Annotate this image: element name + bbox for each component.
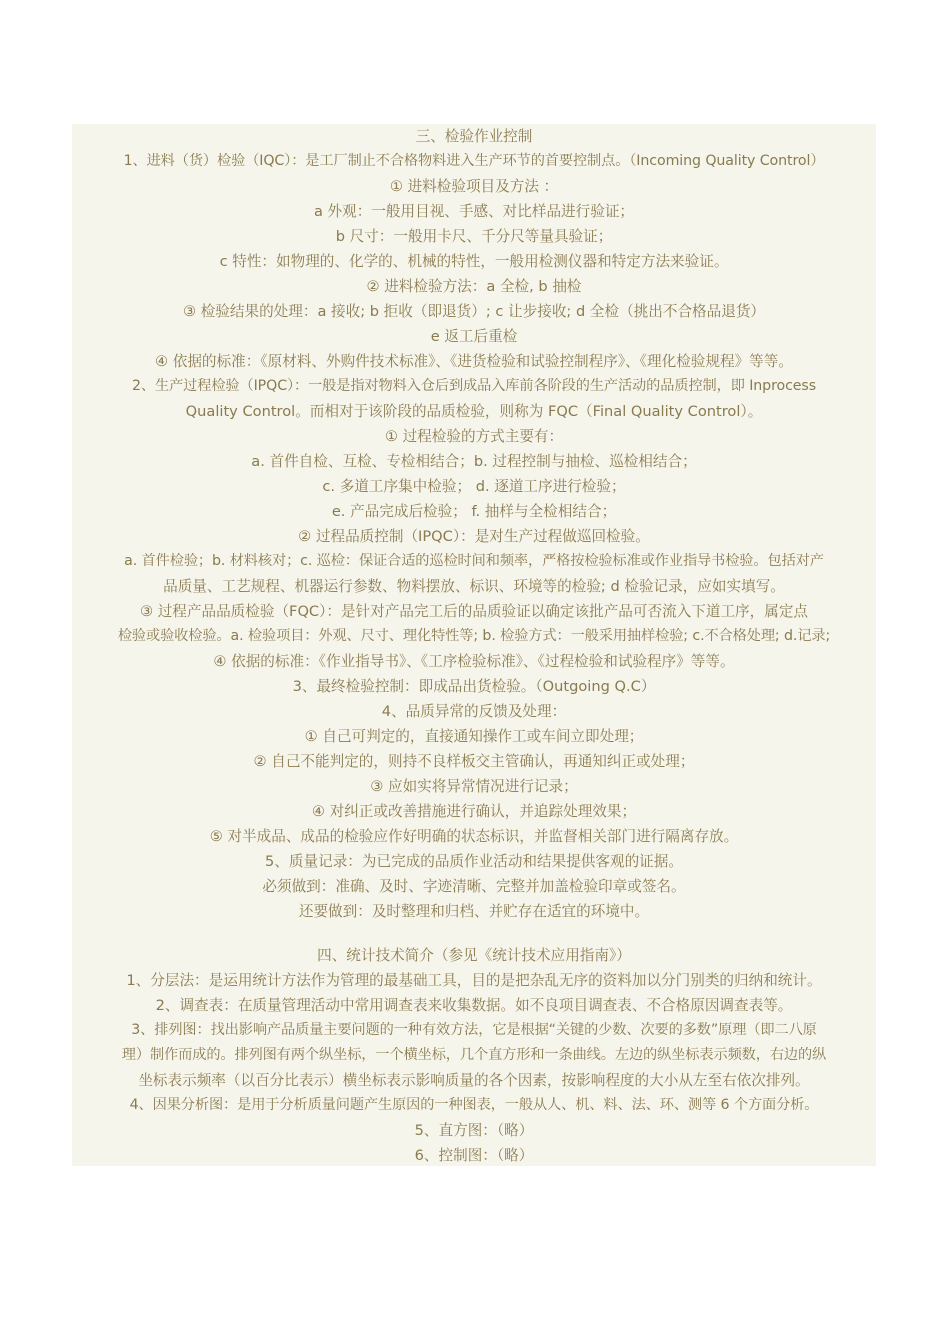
abnormal-item-4: ④ 对纠正或改善措施进行确认，并追踪处理效果； <box>311 803 637 820</box>
quality-record-also: 还要做到：及时整理和归档、并贮存在适宜的环境中。 <box>298 903 650 920</box>
abnormal-title: 4、品质异常的反馈及处理： <box>381 703 567 720</box>
pareto-line-1: 3、排列图：找出影响产品质量主要问题的一种有效方法，它是根据“关键的少数、次要的多数”原理（即二八原 <box>131 1022 817 1038</box>
section-3-title: 三、检验作业控制 <box>415 128 533 145</box>
ipqc-ways-2: c. 多道工序集中检验； d. 逐道工序进行检验； <box>322 478 626 495</box>
iqc-basis: ④ 依据的标准：《原材料、外购件技术标准》、《进货检验和试验控制程序》、《理化检验规程》等等。 <box>155 353 793 370</box>
quality-record-must: 必须做到：准确、及时、字迹清晰、完整并加盖检验印章或签名。 <box>262 878 686 895</box>
fqc-line-1: ③ 过程产品品质检验（FQC）：是针对产品完工后的品质验证以确定该批产品可否流入下道工序，属定点 <box>139 603 809 620</box>
iqc-method: ② 进料检验方法：a 全检, b 抽检 <box>366 278 582 295</box>
ipqc-ways-3: e. 产品完成后检验； f. 抽样与全检相结合； <box>331 503 617 520</box>
iqc-item-a: a 外观：一般用目视、手感、对比样品进行验证； <box>313 203 635 220</box>
ipqc-control-line-2: 品质量、工艺规程、机器运行参数、物料摆放、标识、环境等的检验; d 检验记录，应如实填写。 <box>163 578 785 595</box>
pareto-line-2: 理）制作而成的。排列图有两个纵坐标，一个横坐标，几个直方形和一条曲线。左边的纵坐标表示频数，右边的纵 <box>121 1047 827 1063</box>
fqc-basis: ④ 依据的标准：《作业指导书》、《工序检验标准》、《过程检验和试验程序》等等。 <box>213 653 735 670</box>
section-4-title: 四、统计技术简介（参见《统计技术应用指南》） <box>317 947 631 964</box>
check-sheet: 2、调查表：在质量管理活动中常用调查表来收集数据。如不良项目调查表、不合格原因调查表等。 <box>155 997 793 1014</box>
oqc-definition: 3、最终检验控制：即成品出货检验。（Outgoing Q.C） <box>292 678 656 695</box>
abnormal-item-2: ② 自己不能判定的，则持不良样板交主管确认，再通知纠正或处理； <box>253 753 695 770</box>
abnormal-item-5: ⑤ 对半成品、成品的检验应作好明确的状态标识，并监督相关部门进行隔离存放。 <box>209 828 739 845</box>
abnormal-item-1: ① 自己可判定的，直接通知操作工或车间立即处理； <box>304 728 644 745</box>
iqc-item-b: b 尺寸：一般用卡尺、千分尺等量具验证； <box>335 228 613 245</box>
iqc-definition: 1、进料（货）检验（IQC）：是工厂制止不合格物料进入生产环节的首要控制点。（Incoming Quality Control） <box>123 153 825 169</box>
iqc-item-c: c 特性：如物理的、化学的、机械的特性，一般用检测仪器和特定方法来验证。 <box>219 253 729 270</box>
cause-effect: 4、因果分析图：是用于分析质量问题产生原因的一种图表，一般从人、机、料、法、环、测等 6 个方面分析。 <box>129 1097 819 1113</box>
quality-record: 5、质量记录：为已完成的品质作业活动和结果提供客观的证据。 <box>265 853 683 870</box>
iqc-items-title: ① 进料检验项目及方法 ： <box>389 178 559 195</box>
ipqc-definition-line-2: Quality Control。而相对于该阶段的品质检验，则称为 FQC（Final Quality Control）。 <box>185 403 763 420</box>
stratification: 1、分层法：是运用统计方法作为管理的最基础工具，目的是把杂乱无序的资料加以分门别类的归纳和统计。 <box>126 972 822 989</box>
ipqc-control: ② 过程品质控制（IPQC）：是对生产过程做巡回检验。 <box>298 528 650 545</box>
control-chart: 6、控制图：（略） <box>414 1147 534 1164</box>
iqc-result: ③ 检验结果的处理：a 接收; b 拒收（即退货）; c 让步接收; d 全检（挑出不合格品退货） <box>182 303 766 320</box>
histogram: 5、直方图：（略） <box>414 1122 534 1139</box>
ipqc-ways-1: a. 首件自检、互检、专检相结合；b. 过程控制与抽检、巡检相结合； <box>251 453 697 470</box>
abnormal-item-3: ③ 应如实将异常情况进行记录； <box>370 778 578 795</box>
ipqc-ways-title: ① 过程检验的方式主要有： <box>384 428 564 445</box>
iqc-result-e: e 返工后重检 <box>430 328 518 345</box>
ipqc-control-line-1: a. 首件检验；b. 材料核对；c. 巡检：保证合适的巡检时间和频率，严格按检验标准或作业指导书检验。包括对产 <box>124 553 824 569</box>
ipqc-definition-line-1: 2、生产过程检验（IPQC）：一般是指对物料入仓后到成品入库前各阶段的生产活动的品质控制，即 Inprocess <box>131 378 817 394</box>
fqc-line-2: 检验或验收检验。a. 检验项目：外观、尺寸、理化特性等; b. 检验方式：一般采用抽样检验; c.不合格处理; d.记录; <box>117 628 831 644</box>
pareto-line-3: 坐标表示频率（以百分比表示）横坐标表示影响质量的各个因素，按影响程度的大小从左至右依次排列。 <box>138 1072 810 1089</box>
